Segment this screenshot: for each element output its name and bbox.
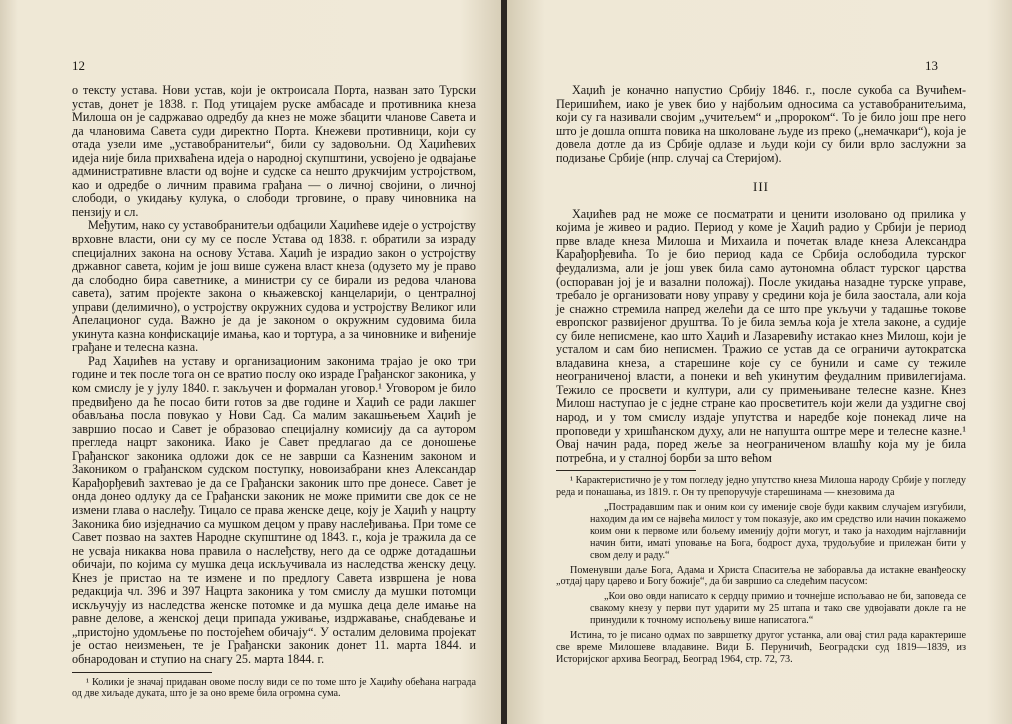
footnote xyxy=(72,677,476,701)
footnote-text: ¹ Карактеристично је у том погледу једно упутство кнеза Милоша народу Србије у погледу реда и понашања, из 1819. г. Он ту препоручује старешинама — кнезовима да xyxy=(556,475,966,499)
left-page xyxy=(0,0,503,724)
footnote xyxy=(556,475,966,666)
footnote-quote: „Пострадавшим пак и оним кои су имениje своје буди каквим случајем изгубили, находим да им се највећа милост у том показује, ако им средство или начин покажемо коим они к первоме или бољему имениjу дојти могут, и тако ја находим најглавнији начин бити, иматi уповање на Бога, бодрост духа, трудољубие и прилежан бити у свом делу и раду.“ xyxy=(590,502,966,561)
footnote-text: Истина, то је писано одмах по завршетку другог устанка, али овај стил рада карактерише све време Милошеве владавине. Види Б. Перуничић, Београдски суд 1819—1839, из Историјског архива Београд, Београд 1964, стр. 72, 73. xyxy=(556,630,966,665)
paragraph: Хаџић је коначно напустио Србију 1846. г., после сукоба са Вучићем-Перишићем, иако је увек био у најбољим односима са уставобранитељима, који су га називали својим „учитељем“ и „пророком“. То је било још пре него што је дошла општа повика на школоване људе из преко („немачкари“), која је довела дотле да из Србије одлазе и људи који су били врло заслужни за подизање Србије (нпр. случај са Стеријом). xyxy=(556,83,966,165)
paragraph: Хаџићев рад не може се посматрати и ценити изоловано од прилика у којима је живео и радио. Период у коме је Хаџић радио у Србији је период прве владе кнеза Милоша и Михаила и почетак владе кнеза Александра Карађорђевића. То је био период када се Србија ослободила турског феудализма, али је још увек била само аутономна област турског царства (оспораван јој је и вазални положај). После укидања назадне турске управе, требало је организовати нову управу у средини која је била заостала, али која је снажно стремила напред желећи да се што пре укључи у тадашње токове европског развијеног друштва. То је била земља која је хтела законе, а судије су биле неписмене, као што Хаџић и Лазаревићу истакао кнез Милош, који је усталом и сам био неписмен. Тражио се устав да се ограничи аутократска владавина кнеза, а старешине које су се бунили и саме су тежиле неограниченој власти, а понеки и већ укинутим феудалним привилегијама. Тежило се просвети и култури, али су примењиване телесне казне. Кнез Милош наступао је с једне стране као просветитељ који жели да уздигне свој народ, и у том смислу издаје упутства и наредбе које понекад личе на проповеди у хришћанском духу, али не напушта оштре мере и телесне казне.¹ Овај начин рада, поред жеље за неограниченом влашћу која му је била потребна, и у сталној борби за што већом xyxy=(556,206,966,465)
page-number: 12 xyxy=(72,58,85,73)
page-number: 13 xyxy=(925,58,938,73)
left-page-body xyxy=(72,84,476,700)
paragraph: Међутим, нако су уставобранитељи одбацили Хаџићеве идеје о устројству врховне власти, они су му се после Устава од 1838. г. обратили за израду специјалних закона на основу Устава. Хаџић је израдио закон о устројству државног савета, којим је још више сужена власт кнеза (одузето му је право да слободно бира саветнике, а министри су се бирали из редова чланова савета), затим пројекте закона о књажевској канцеларији, о централној управи (делимично), о устројству окружних судова и устројству Великог или Апелационог суда. Важно је да је законом о окружним судовима била укинута казна конфискације имања, као и тортура, а за чиновнике и виђеније грађане и телесна казна. xyxy=(72,218,476,355)
right-page-body xyxy=(556,84,966,666)
right-page xyxy=(507,0,1012,724)
footnote-rule xyxy=(556,470,696,471)
footnote-quote: „Кои ово овди написато к сердцу примио и точнеjше испољавао не би, заповеда се свакому кнезу у перви пут ударити му 25 штапа и тако све удвојавати докле га не принудили к точному испољењу више написатога.“ xyxy=(590,591,966,627)
footnote-text: Поменувши даље Бога, Адама и Христа Спаситеља не заборавља да истакне еванђеоску „отдај цару царево и Богу божије“, да би завршио са следећим пасусом: xyxy=(556,564,966,588)
section-heading: III xyxy=(753,179,769,195)
footnote-rule xyxy=(72,672,212,673)
paragraph: о тексту устава. Нови устав, који је октроисала Порта, назван зато Турски устав, донет је 1838. г. Под утицајем руске амбасаде и противника кнеза Милоша он је садржавао одредбу да кнез не може збацити чланове Савета и да члановима Савета суди директно Порта. Кнежеви противници, који су отада узели име „уставобранитељи“, били су задовољни. Од Хаџићевих идеја није била прихваћена идеја о народној скупштини, усвојено је одвајање административне власти од војне и судске са нешто друкчијим устројством, као и одредбе о личним правима грађана — о личној својини, о личној слободи, о укидању кулука, о слободи трговине, о праву чиновника на пензију и сл. xyxy=(72,83,476,219)
footnote-text: ¹ Колики је значај придаван овоме послу види се по томе што је Хаџићу обећана награда од две хиљаде дуката, што је за оно време била огромна сума. xyxy=(72,676,476,700)
paragraph: Рад Хаџићев на уставу и организационим законима трајао је око три године и тек после тога он се вратио послу око израде Грађанског законика, у ком смислу је у јулу 1840. г. закључен и формалан уговор.¹ Уговором је било предвиђено да ће посао бити готов за две године и Хаџић се ради лакшег обављања посла повукао у Нови Сад. Са малим закашњењем Хаџић је завршио посао и Савет је образовао специјалну комисију да са аутором прегледа нацрт законика. Иако је Савет предлагао да се доношење Грађанског законика одложи док се не заврши са Казненим законом и Закоником о грађанском судском поступку, новоизабрани кнез Александар Карађорђевић захтевао је да се Грађански законик што пре донесе. Савет је онда донео одлуку да се Грађански законик не може примити све док се не измени глава о наслеђу. Тицало се права женске деце, коју је Хаџић у нацрту Законика био изједначио са мушком децом у праву наслеђивања. При томе се Савет позвао на захтев Народне скупштине од 1843. г., која је тражила да се не усваја никаква нова правила о наслеђству, него да се одрже дотадашњи обичаји, по којима су мушка деца искључивала из наследства женску децу. Кнез је пристао на те измене и по предлогу Савета извршена је нова редакција чл. 396 и 397 Нацрта законика у том смислу да мушки потомци искључују из наследства женске потомке и да мушка деца деле имање на равне делове, а женској деци припада уживање, издржавање, снабдевање и „пристојно удомљење по постојећем обичају“. У осталим деловима пројекат је остао неизмењен, те је Грађански законик донет 11. марта 1844. и обнародован и ступио на снагу 25. марта 1844. г. xyxy=(72,353,476,666)
